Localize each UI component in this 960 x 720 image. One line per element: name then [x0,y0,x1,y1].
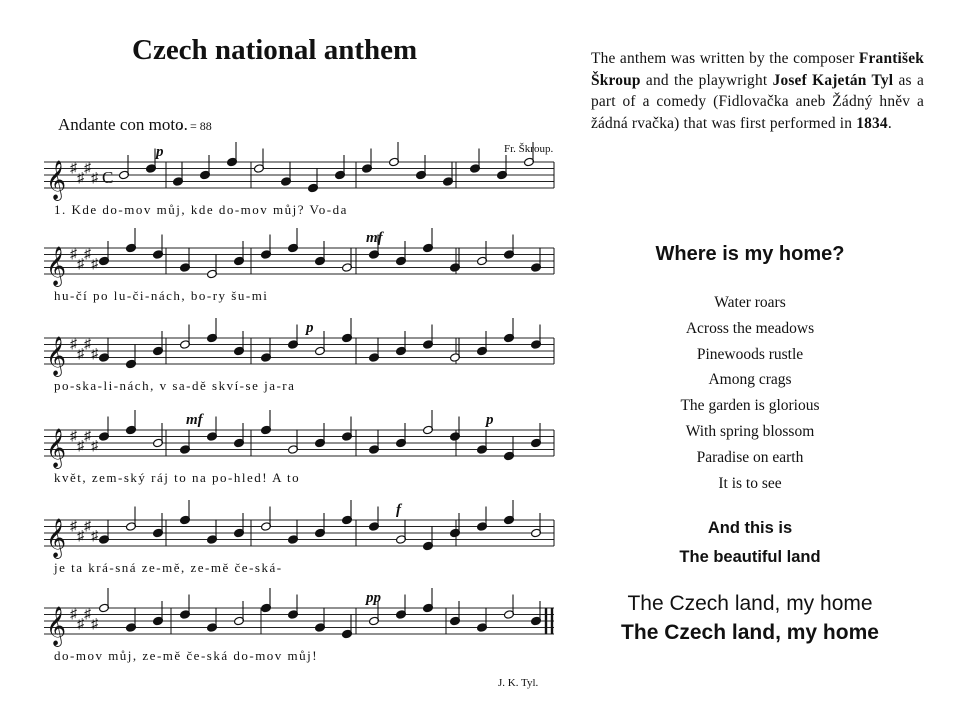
playwright-name: Josef Kajetán Tyl [772,71,894,89]
treble-clef-icon: 𝄞 [46,162,67,199]
sharp-icon: ♯ [91,257,98,272]
sharp-icon: ♯ [84,519,91,534]
sharp-icon: ♯ [84,161,91,176]
sharp-icon: ♯ [91,171,98,186]
metronome-marking: ♩= 88 [178,119,212,133]
treble-clef-icon: 𝄞 [46,338,67,375]
treble-clef-icon: 𝄞 [46,608,67,645]
dynamic-marking: mf [186,412,203,428]
sharp-icon: ♯ [77,257,84,272]
refrain-line: And this is [707,519,793,537]
lyric-line: květ, zem-ský ráj to na po-hled! A to [54,470,301,485]
composer-name: František Škroup [591,50,924,89]
sharp-icon: ♯ [91,529,98,544]
sharp-icon: ♯ [70,429,77,444]
verse-line: Among crags [708,371,792,389]
treble-clef-icon: 𝄞 [46,520,67,557]
verse-line: The garden is glorious [680,397,820,415]
dynamic-marking: p [486,412,494,428]
sharp-icon: ♯ [70,337,77,352]
sheet-music-score [36,108,566,708]
sharp-icon: ♯ [84,337,91,352]
intro-text-3: as a part of a comedy (Fidlovačka aneb Žádný hněv a žádná rvačka) that was first performed in [591,71,924,132]
closing-block [560,589,940,647]
dynamic-marking: mf [366,230,383,246]
verse-line: Pinewoods rustle [696,345,804,363]
sharp-icon: ♯ [91,347,98,362]
lyric-line: do-mov můj, ze-mě če-ská do-mov můj! [54,648,319,663]
lyricist-credit: J. K. Tyl. [498,677,539,689]
lyric-line: 1. Kde do-mov můj, kde do-mov můj? Vo-da [54,202,348,217]
sharp-icon: ♯ [77,529,84,544]
closing-line: The Czech land, my home [627,592,873,615]
treble-clef-icon: 𝄞 [46,430,67,467]
sharp-icon: ♯ [77,439,84,454]
refrain-block [560,514,940,572]
dynamic-marking: f [396,502,401,518]
composer-credit: Fr. Škroup. [504,143,554,155]
lyric-line: je ta krá-sná ze-mě, ze-mě če-ská- [54,560,283,575]
verse-block [560,290,940,496]
sharp-icon: ♯ [77,347,84,362]
sharp-icon: ♯ [70,161,77,176]
treble-clef-icon: 𝄞 [46,248,67,285]
sharp-icon: ♯ [91,439,98,454]
sharp-icon: ♯ [91,617,98,632]
time-signature: C [102,168,114,187]
intro-text-1: The anthem was written by the composer [591,50,859,67]
verse-line: Across the meadows [685,319,815,337]
premiere-year: 1834 [856,114,888,132]
sharp-icon: ♯ [77,617,84,632]
verse-line: Water roars [714,294,786,311]
sharp-icon: ♯ [84,607,91,622]
intro-text-4: . [887,114,892,132]
page-title: Czech national anthem [132,34,418,66]
anthem-subtitle: Where is my home? [655,243,845,265]
tempo-marking: Andante con moto. [58,115,188,134]
sharp-icon: ♯ [77,171,84,186]
refrain-line: The beautiful land [679,548,821,566]
dynamic-marking: p [306,320,314,336]
sharp-icon: ♯ [84,429,91,444]
dynamic-marking: pp [366,590,381,606]
closing-line-bold: The Czech land, my home [621,621,879,644]
verse-line: It is to see [718,474,782,492]
sharp-icon: ♯ [84,247,91,262]
lyric-line: po-ska-li-nách, v sa-dě skví-se ja-ra [54,378,296,393]
verse-line: With spring blossom [685,422,815,440]
sharp-icon: ♯ [70,607,77,622]
lyric-line: hu-čí po lu-či-nách, bo-ry šu-mi [54,288,269,303]
intro-paragraph [591,48,924,134]
intro-text-2: and the playwright [640,71,773,89]
sharp-icon: ♯ [70,247,77,262]
dynamic-marking: p [156,144,164,160]
verse-line: Paradise on earth [696,448,804,466]
sharp-icon: ♯ [70,519,77,534]
sheet-music-image [36,108,566,708]
